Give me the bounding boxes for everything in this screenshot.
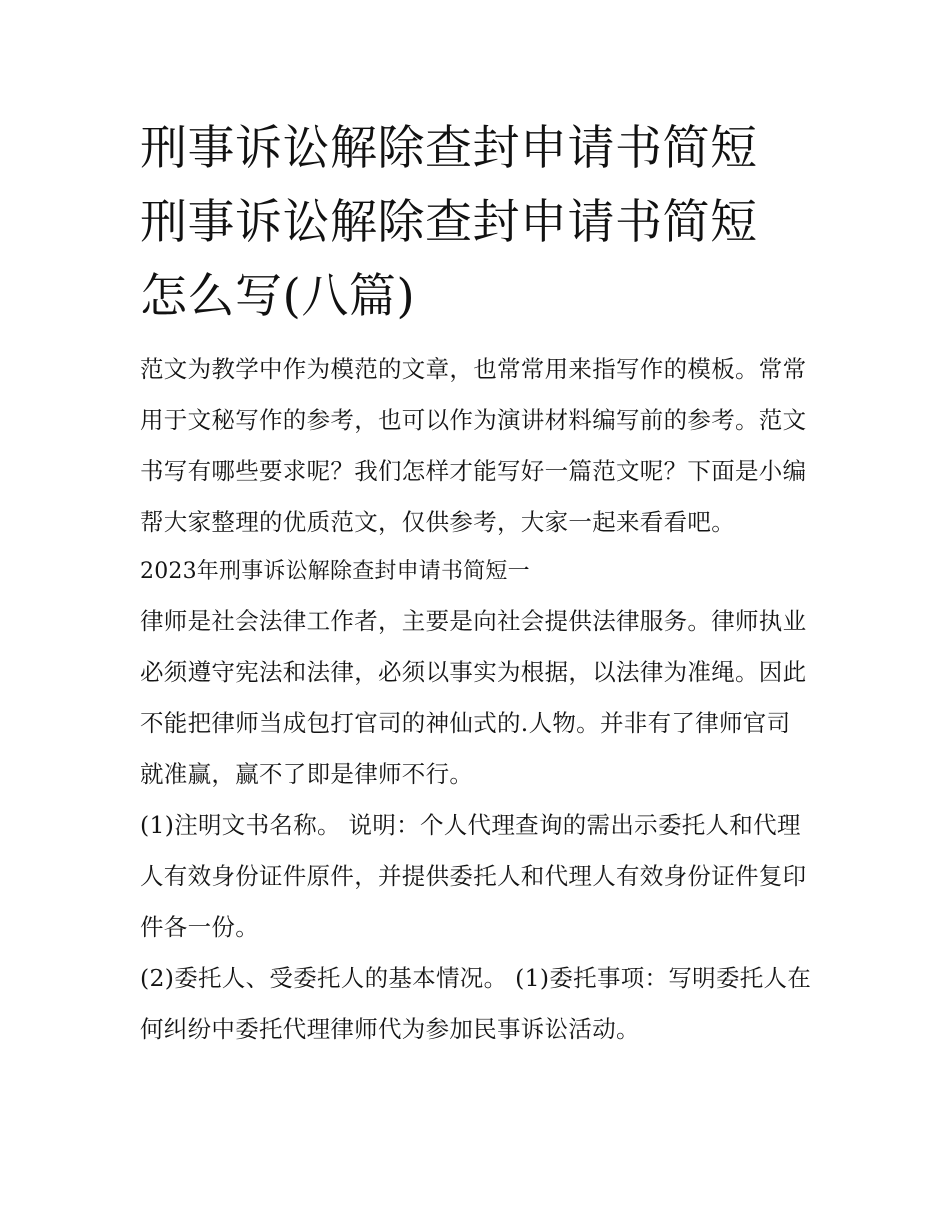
intro-paragraph: 范文为教学中作为模范的文章，也常常用来指写作的模板。常常用于文秘写作的参考，也可以作为演讲材料编写前的参考。范文书写有哪些要求呢？我们怎样才能写好一篇范文呢？下面是小编帮大家整理的优质范文，仅供参考，大家一起来看看吧。 [140, 355, 807, 536]
body-paragraph-2: (1)注明文书名称。 说明：个人代理查询的需出示委托人和代理人有效身份证件原件，并提供委托人和代理人有效身份证件复印件各一份。 [140, 811, 807, 941]
title-line-3: 怎么写(八篇) [140, 269, 416, 324]
document-title [140, 112, 812, 334]
title-line-1: 刑事诉讼解除查封申请书简短 [140, 121, 758, 176]
section-heading: 2023年刑事诉讼解除查封申请书简短一 [140, 559, 530, 584]
document-page [140, 112, 812, 1055]
body-paragraph-3: (2)委托人、受委托人的基本情况。 (1)委托事项：写明委托人在何纠纷中委托代理律师代为参加民事诉讼活动。 [140, 964, 812, 1043]
body-paragraph-1: 律师是社会法律工作者，主要是向社会提供法律服务。律师执业必须遵守宪法和法律，必须以事实为根据，以法律为准绳。因此不能把律师当成包打官司的神仙式的.人物。并非有了律师官司就准赢，赢不了即是律师不行。 [140, 607, 807, 788]
title-line-2: 刑事诉讼解除查封申请书简短 [140, 195, 758, 250]
